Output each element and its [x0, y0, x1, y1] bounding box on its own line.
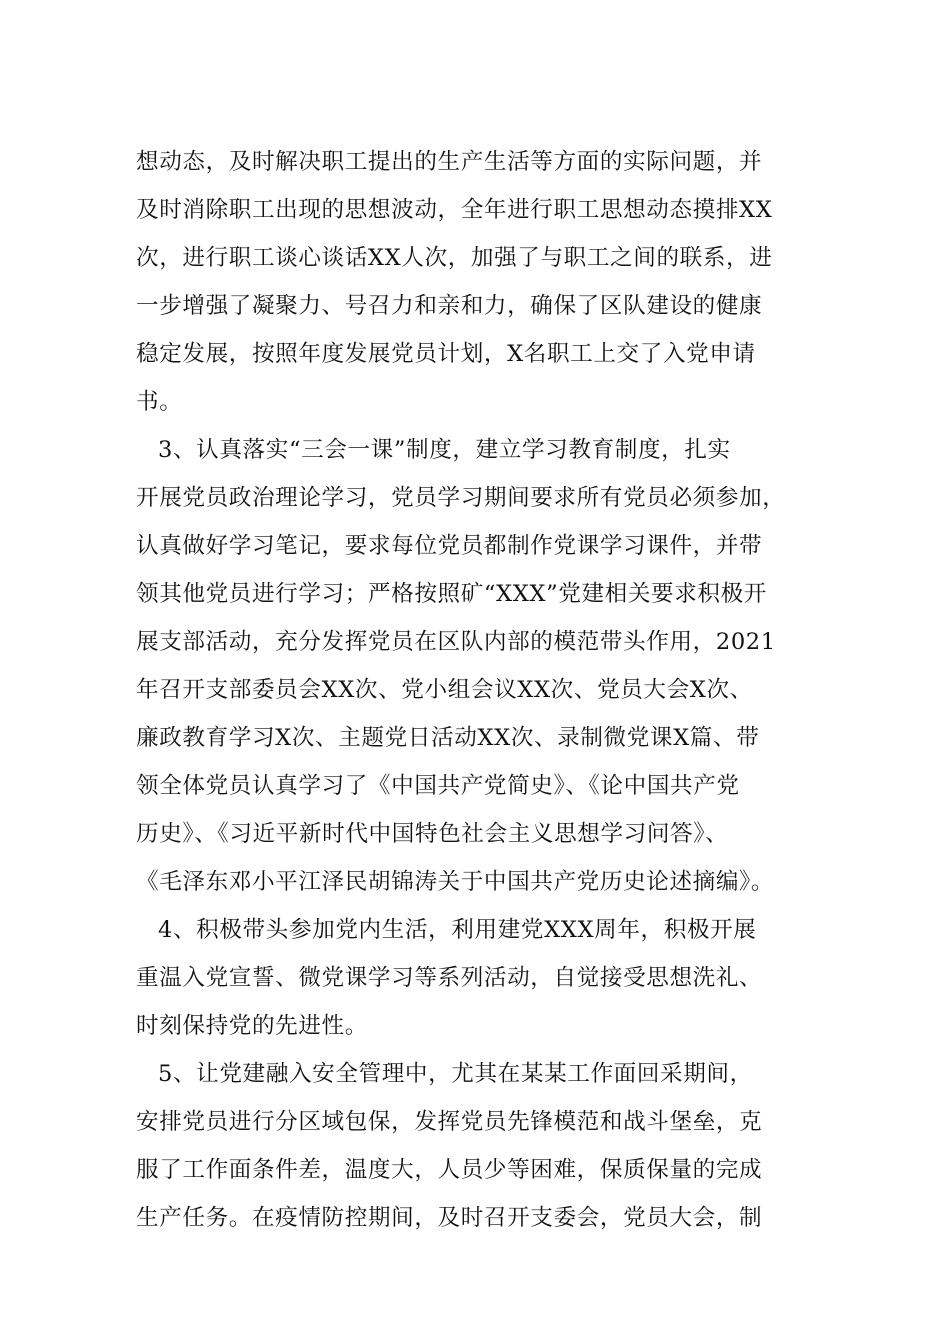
text-line-5: 稳定发展，按照年度发展党员计划，X名职工上交了入党申请 — [136, 341, 756, 367]
text-line-10: 领其他党员进行学习；严格按照矿“XXX”党建相关要求积极开 — [136, 581, 768, 607]
text-line-13: 廉政教育学习X次、主题党日活动XX次、录制微党课X篇、带 — [136, 725, 760, 751]
text-line-6: 书。 — [136, 389, 183, 415]
text-line-21: 安排党员进行分区域包保，发挥党员先锋模范和战斗堡垒，克 — [136, 1109, 763, 1135]
text-line-23: 生产任务。在疫情防控期间，及时召开支委会，党员大会，制 — [136, 1205, 763, 1231]
text-line-1: 想动态，及时解决职工提出的生产生活等方面的实际问题，并 — [136, 149, 763, 175]
text-line-22: 服了工作面条件差，温度大，人员少等困难，保质保量的完成 — [136, 1157, 763, 1183]
text-line-18: 重温入党宣誓、微党课学习等系列活动，自觉接受思想洗礼、 — [136, 965, 763, 991]
text-line-11: 展支部活动，充分发挥党员在区队内部的模范带头作用，2021 — [136, 629, 776, 655]
paragraph-3-first-line: 3、认真落实“三会一课”制度，建立学习教育制度，扎实 — [158, 437, 731, 463]
text-line-8: 开展党员政治理论学习，党员学习期间要求所有党员必须参加， — [136, 485, 786, 511]
paragraph-4-first-line: 4、积极带头参加党内生活，利用建党XXX周年，积极开展 — [158, 917, 757, 943]
text-line-19: 时刻保持党的先进性。 — [136, 1013, 368, 1039]
text-line-16: 《毛泽东邓小平江泽民胡锦涛关于中国共产党历史论述摘编》。 — [136, 869, 775, 895]
text-line-3: 次，进行职工谈心谈话XX人次，加强了与职工之间的联系，进 — [136, 245, 773, 271]
text-line-2: 及时消除职工出现的思想波动，全年进行职工思想动态摸排XX — [136, 197, 773, 223]
text-line-12: 年召开支部委员会XX次、党小组会议XX次、党员大会X次、 — [136, 677, 753, 703]
paragraph-5-first-line: 5、让党建融入安全管理中，尤其在某某工作面回采期间， — [158, 1061, 753, 1087]
text-line-4: 一步增强了凝聚力、号召力和亲和力，确保了区队建设的健康 — [136, 293, 763, 319]
text-line-15: 历史》、《习近平新时代中国特色社会主义思想学习问答》、 — [136, 821, 729, 847]
text-line-14: 领全体党员认真学习了《中国共产党简史》、《论中国共产党 — [136, 773, 740, 799]
text-line-9: 认真做好学习笔记，要求每位党员都制作党课学习课件，并带 — [136, 533, 763, 559]
